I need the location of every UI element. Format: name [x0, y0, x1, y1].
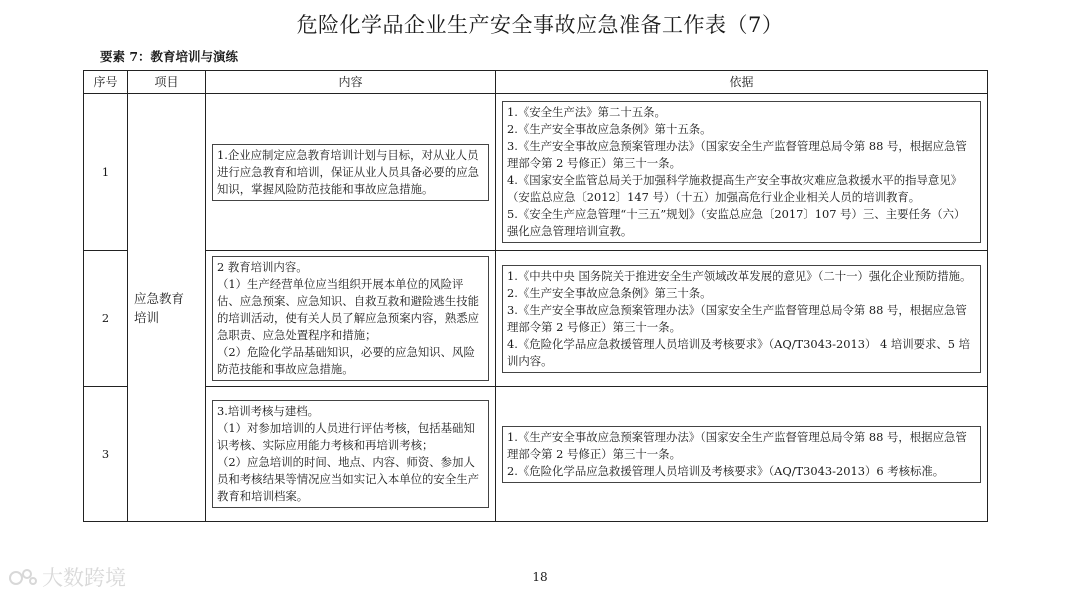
table-row — [84, 387, 988, 522]
row-number: 2 — [84, 251, 128, 387]
worksheet-table — [83, 70, 988, 522]
section-heading: 要素 7：教育培训与演练 — [100, 49, 239, 64]
header-serial-no: 序号 — [84, 71, 128, 94]
basis-box — [502, 426, 981, 483]
basis-box — [502, 265, 981, 373]
content-box — [212, 144, 489, 201]
basis-cell — [496, 251, 988, 387]
header-content: 内容 — [206, 71, 496, 94]
content-cell — [206, 387, 496, 522]
table-row — [84, 251, 988, 387]
content-box — [212, 400, 489, 508]
basis-line: 1.《安全生产法》第二十五条。 — [507, 105, 666, 119]
basis-line: 5.《安全生产应急管理“十三五”规划》（安监总应急〔2017〕107 号）三、主要任务（六）强化应急管理培训宣教。 — [507, 207, 966, 238]
page-number: 18 — [532, 570, 548, 584]
item-cell — [128, 94, 206, 522]
basis-cell — [496, 94, 988, 251]
basis-line: 2.《生产安全事故应急条例》第十五条。 — [507, 122, 712, 136]
basis-line: 2.《危险化学品应急救援管理人员培训及考核要求》（AQ/T3043-2013）6 考核标准。 — [507, 463, 945, 478]
watermark-text: 大数跨境 — [42, 566, 126, 590]
content-line: 2 教育培训内容。 — [217, 260, 308, 274]
basis-line: 4.《国家安全监管总局关于加强科学施救提高生产安全事故灾难应急救援水平的指导意见》（安监总应急〔2012〕147 号）（十五）加强高危行业企业相关人员的培训教育。 — [507, 173, 963, 204]
header-basis: 依据 — [496, 71, 988, 94]
basis-line: 3.《生产安全事故应急预案管理办法》（国家安全生产监督管理总局令第 88 号，根据应急管理部令第 2 号修正）第三十一条。 — [507, 139, 967, 170]
basis-line: 2.《生产安全事故应急条例》第三十条。 — [507, 285, 712, 300]
table-header-row — [84, 71, 988, 94]
content-cell — [206, 94, 496, 251]
basis-line: 1.《中共中央 国务院关于推进安全生产领域改革发展的意见》（二十一）强化企业预防措施。 — [507, 268, 972, 283]
watermark-logo-icon — [8, 566, 38, 588]
content-line: （2）应急培训的时间、地点、内容、师资、参加人员和考核结果等情况应当如实记入本单位的安全生产教育和培训档案。 — [217, 455, 479, 503]
basis-cell — [496, 387, 988, 522]
basis-box — [502, 101, 981, 243]
watermark — [8, 562, 126, 592]
basis-line: 3.《生产安全事故应急预案管理办法》（国家安全生产监督管理总局令第 88 号，根据应急管理部令第 2 号修正）第三十一条。 — [507, 302, 967, 334]
item-label: 应急教育培训 — [134, 290, 185, 325]
basis-line: 4.《危险化学品应急救援管理人员培训及考核要求》（AQ/T3043-2013） 4 培训要求、5 培训内容。 — [507, 336, 971, 368]
basis-line: 1.《生产安全事故应急预案管理办法》（国家安全生产监督管理总局令第 88 号，根据应急管理部令第 2 号修正）第三十一条。 — [507, 429, 967, 461]
table-row — [84, 94, 988, 251]
row-number: 1 — [84, 94, 128, 251]
content-line: （2）危险化学品基础知识，必要的应急知识、风险防范技能和事故应急措施。 — [217, 345, 475, 376]
content-line: 1.企业应制定应急教育培训计划与目标，对从业人员进行应急教育和培训，保证从业人员具备必要的应急知识，掌握风险防范技能和事故应急措施。 — [217, 147, 479, 196]
content-cell — [206, 251, 496, 387]
content-box — [212, 256, 489, 381]
header-item: 项目 — [128, 71, 206, 94]
content-line: （1）对参加培训的人员进行评估考核，包括基础知识考核、实际应用能力考核和再培训考核； — [217, 421, 475, 452]
page-title: 危险化学品企业生产安全事故应急准备工作表（7） — [296, 13, 784, 37]
content-line: 3.培训考核与建档。 — [217, 404, 319, 418]
content-line: （1）生产经营单位应当组织开展本单位的风险评估、应急预案、应急知识、自救互救和避险逃生技能的培训活动，使有关人员了解应急预案内容，熟悉应急职责、应急处置程序和措施； — [217, 277, 479, 342]
row-number: 3 — [84, 387, 128, 522]
